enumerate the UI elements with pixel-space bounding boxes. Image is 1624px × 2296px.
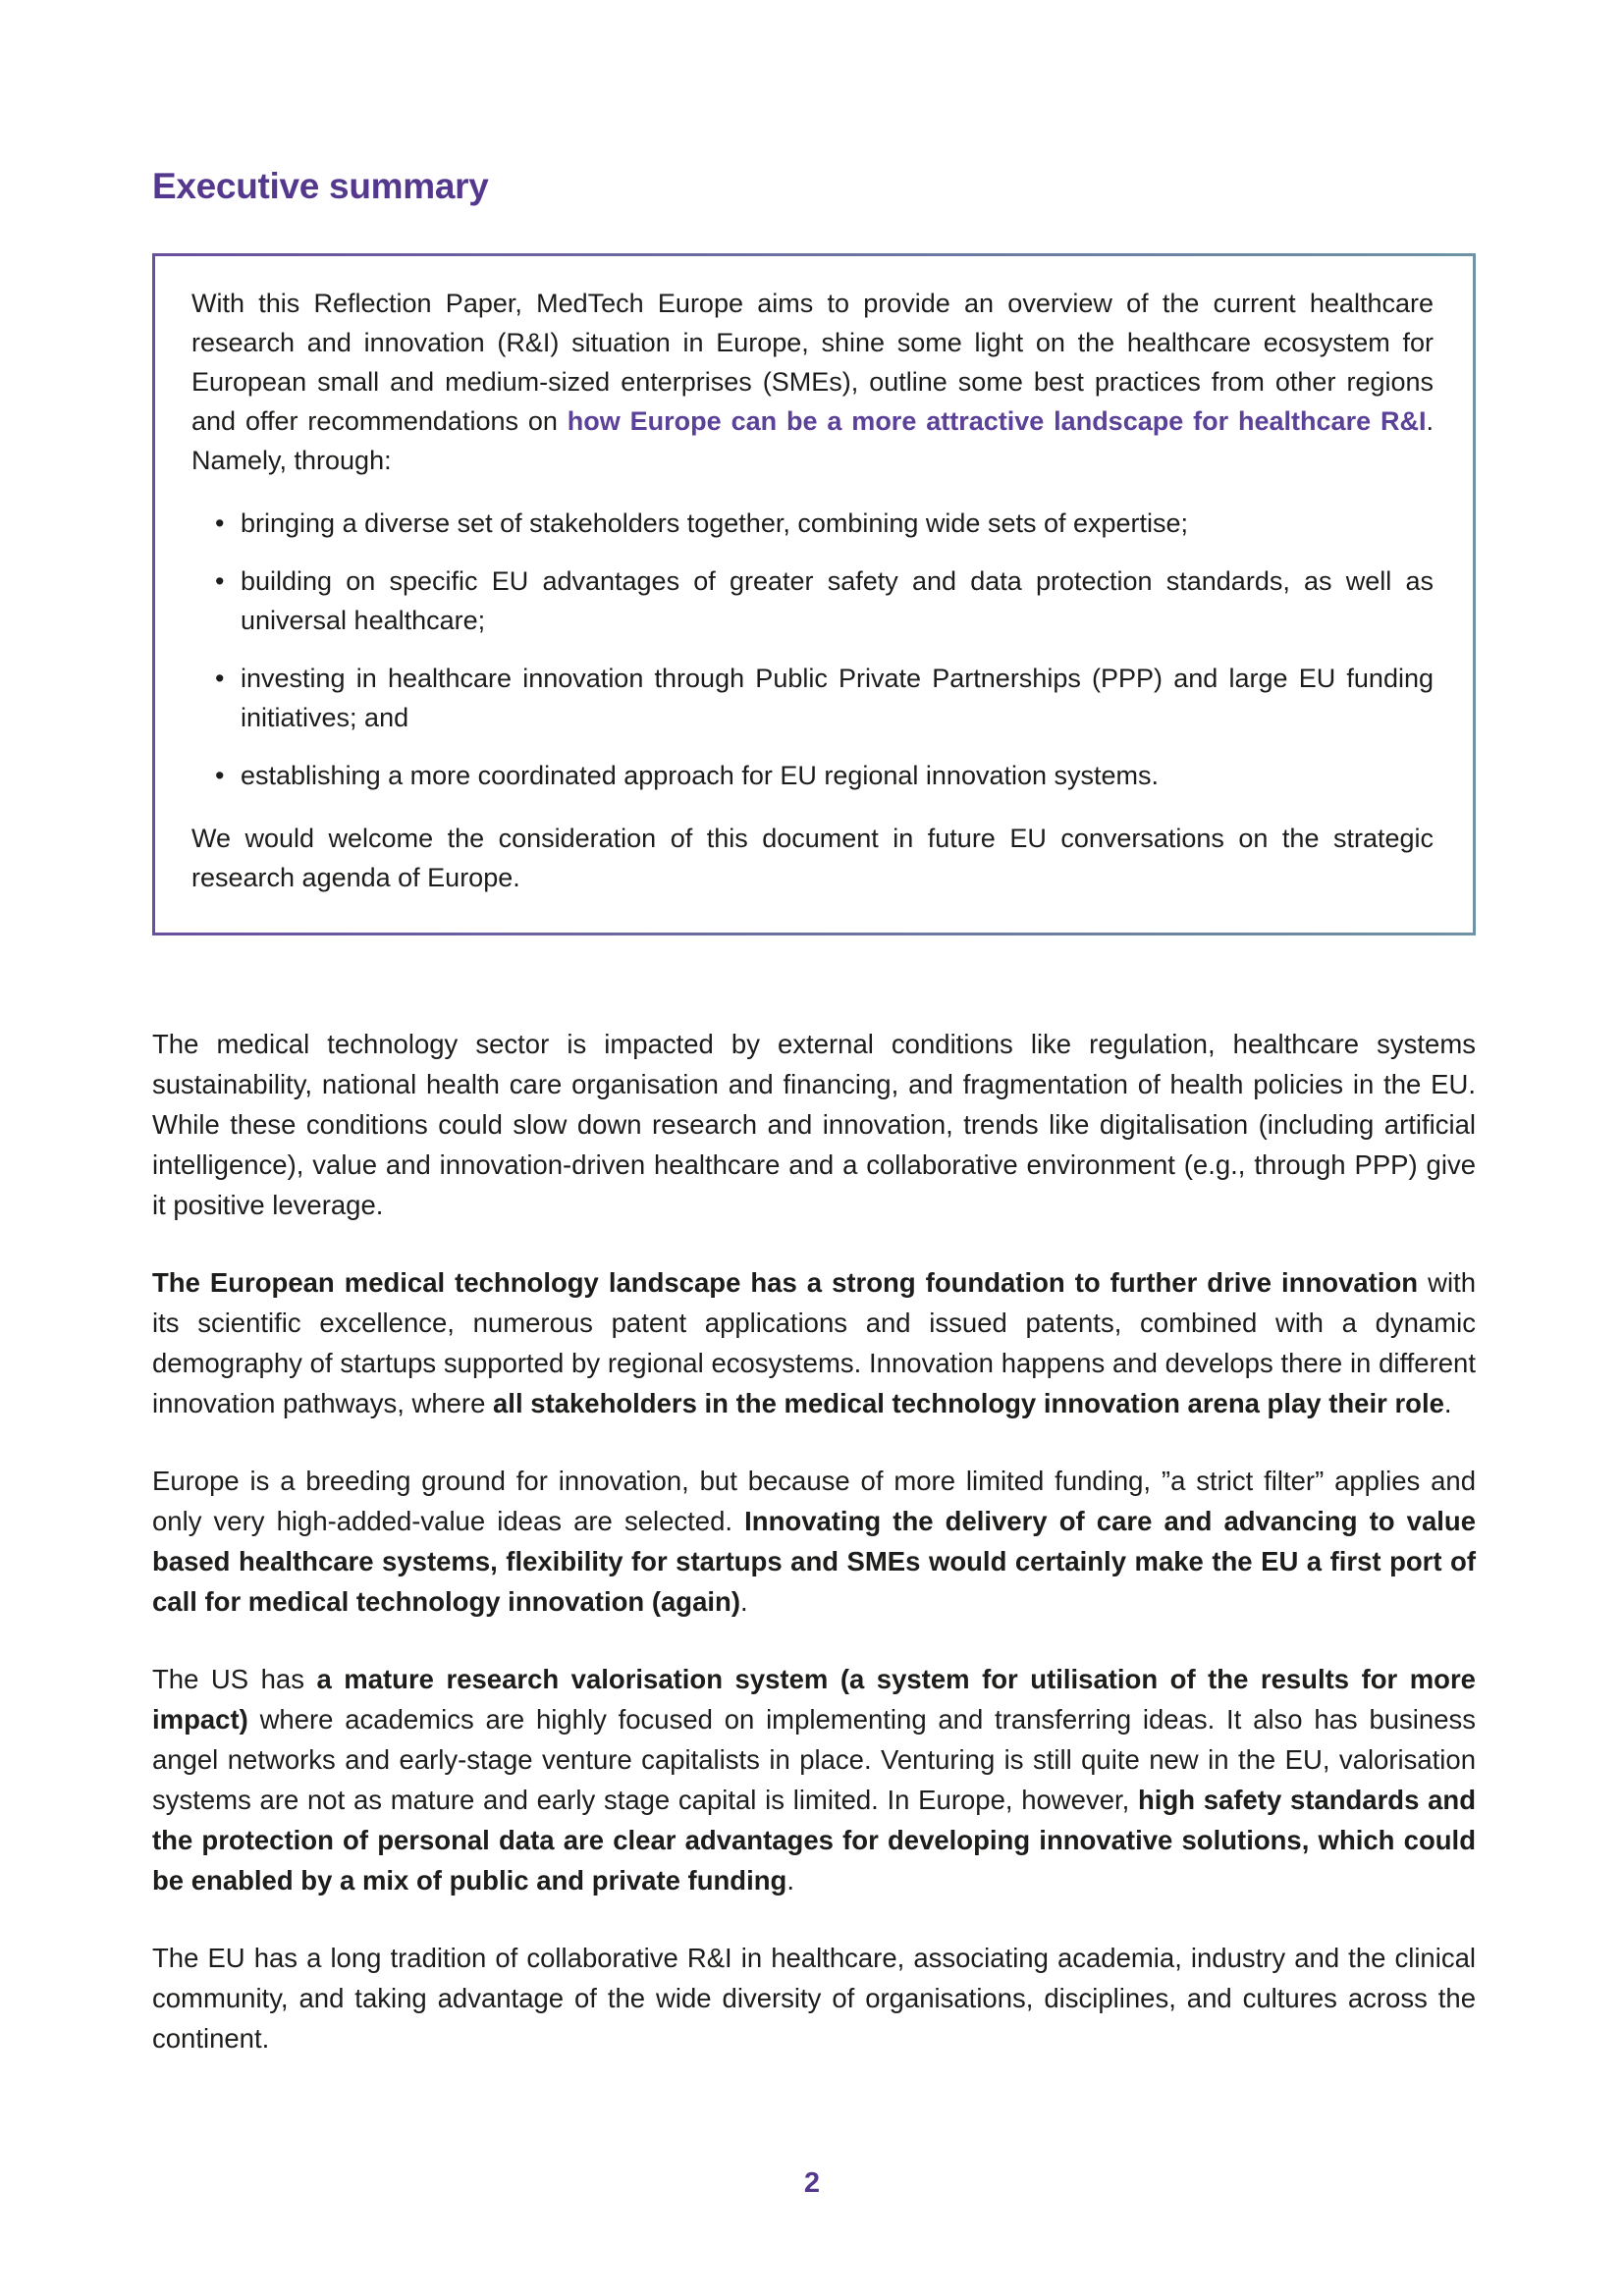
body-paragraph: The EU has a long tradition of collaborative R&I in healthcare, associating academia, industry and the clinical community, and taking advantage of the wide diversity of organisations, disciplines, and cultures across the continent. [152, 1943, 1476, 2054]
page-content [152, 0, 1476, 2096]
summary-box [152, 253, 1476, 935]
summary-bullet-item: • establishing a more coordinated approach for EU regional innovation systems. [191, 756, 1434, 795]
body-paragraph: The US has a mature research valorisation system (a system for utilisation of the results for more impact) where academics are highly focused on implementing and transferring ideas. It also has business angel networks and early-stage venture capitalists in place. Venturing is still quite new in the EU, valorisation systems are not as mature and early stage capital is limited. In Europe, however, high safety standards and the protection of personal data are clear advantages for developing innovative solutions, which could be enabled by a mix of public and private funding. [152, 1664, 1476, 1896]
summary-closing-paragraph: We would welcome the consideration of this document in future EU conversations on the strategic research agenda of Europe. [191, 824, 1434, 892]
page-number: 2 [803, 2167, 821, 2199]
summary-intro-paragraph: With this Reflection Paper, MedTech Europe aims to provide an overview of the current healthcare research and innovation (R&I) situation in Europe, shine some light on the healthcare ecosystem for European small and medium-sized enterprises (SMEs), outline some best practices from other regions and offer recommendations on how Europe can be a more attractive landscape for healthcare R&I. Namely, through: [191, 289, 1434, 475]
summary-bullet-item: • building on specific EU advantages of greater safety and data protection standards, as well as universal healthcare; [191, 561, 1434, 640]
page-title: Executive summary [152, 166, 489, 206]
body-paragraph: The medical technology sector is impacted by external conditions like regulation, healthcare systems sustainability, national health care organisation and financing, and fragmentation of health policies in the EU. While these conditions could slow down research and innovation, trends like digitalisation (including artificial intelligence), value and innovation-driven healthcare and a collaborative environment (e.g., through PPP) give it positive leverage. [152, 1029, 1476, 1220]
body-paragraph: The European medical technology landscape has a strong foundation to further drive innovation with its scientific excellence, numerous patent applications and issued patents, combined with a dynamic demography of startups supported by regional ecosystems. Innovation happens and develops there in different innovation pathways, where all stakeholders in the medical technology innovation arena play their role. [152, 1267, 1476, 1418]
body-paragraphs [152, 1024, 1476, 2058]
summary-bullet-item: • bringing a diverse set of stakeholders together, combining wide sets of expertise; [191, 504, 1434, 543]
summary-bullet-list [191, 504, 1434, 795]
body-paragraph: Europe is a breeding ground for innovation, but because of more limited funding, ”a strict filter” applies and only very high-added-value ideas are selected. Innovating the delivery of care and advancing to value based healthcare systems, flexibility for startups and SMEs would certainly make the EU a first port of call for medical technology innovation (again). [152, 1466, 1476, 1617]
summary-bullet-item: • investing in healthcare innovation through Public Private Partnerships (PPP) and large EU funding initiatives; and [191, 659, 1434, 737]
